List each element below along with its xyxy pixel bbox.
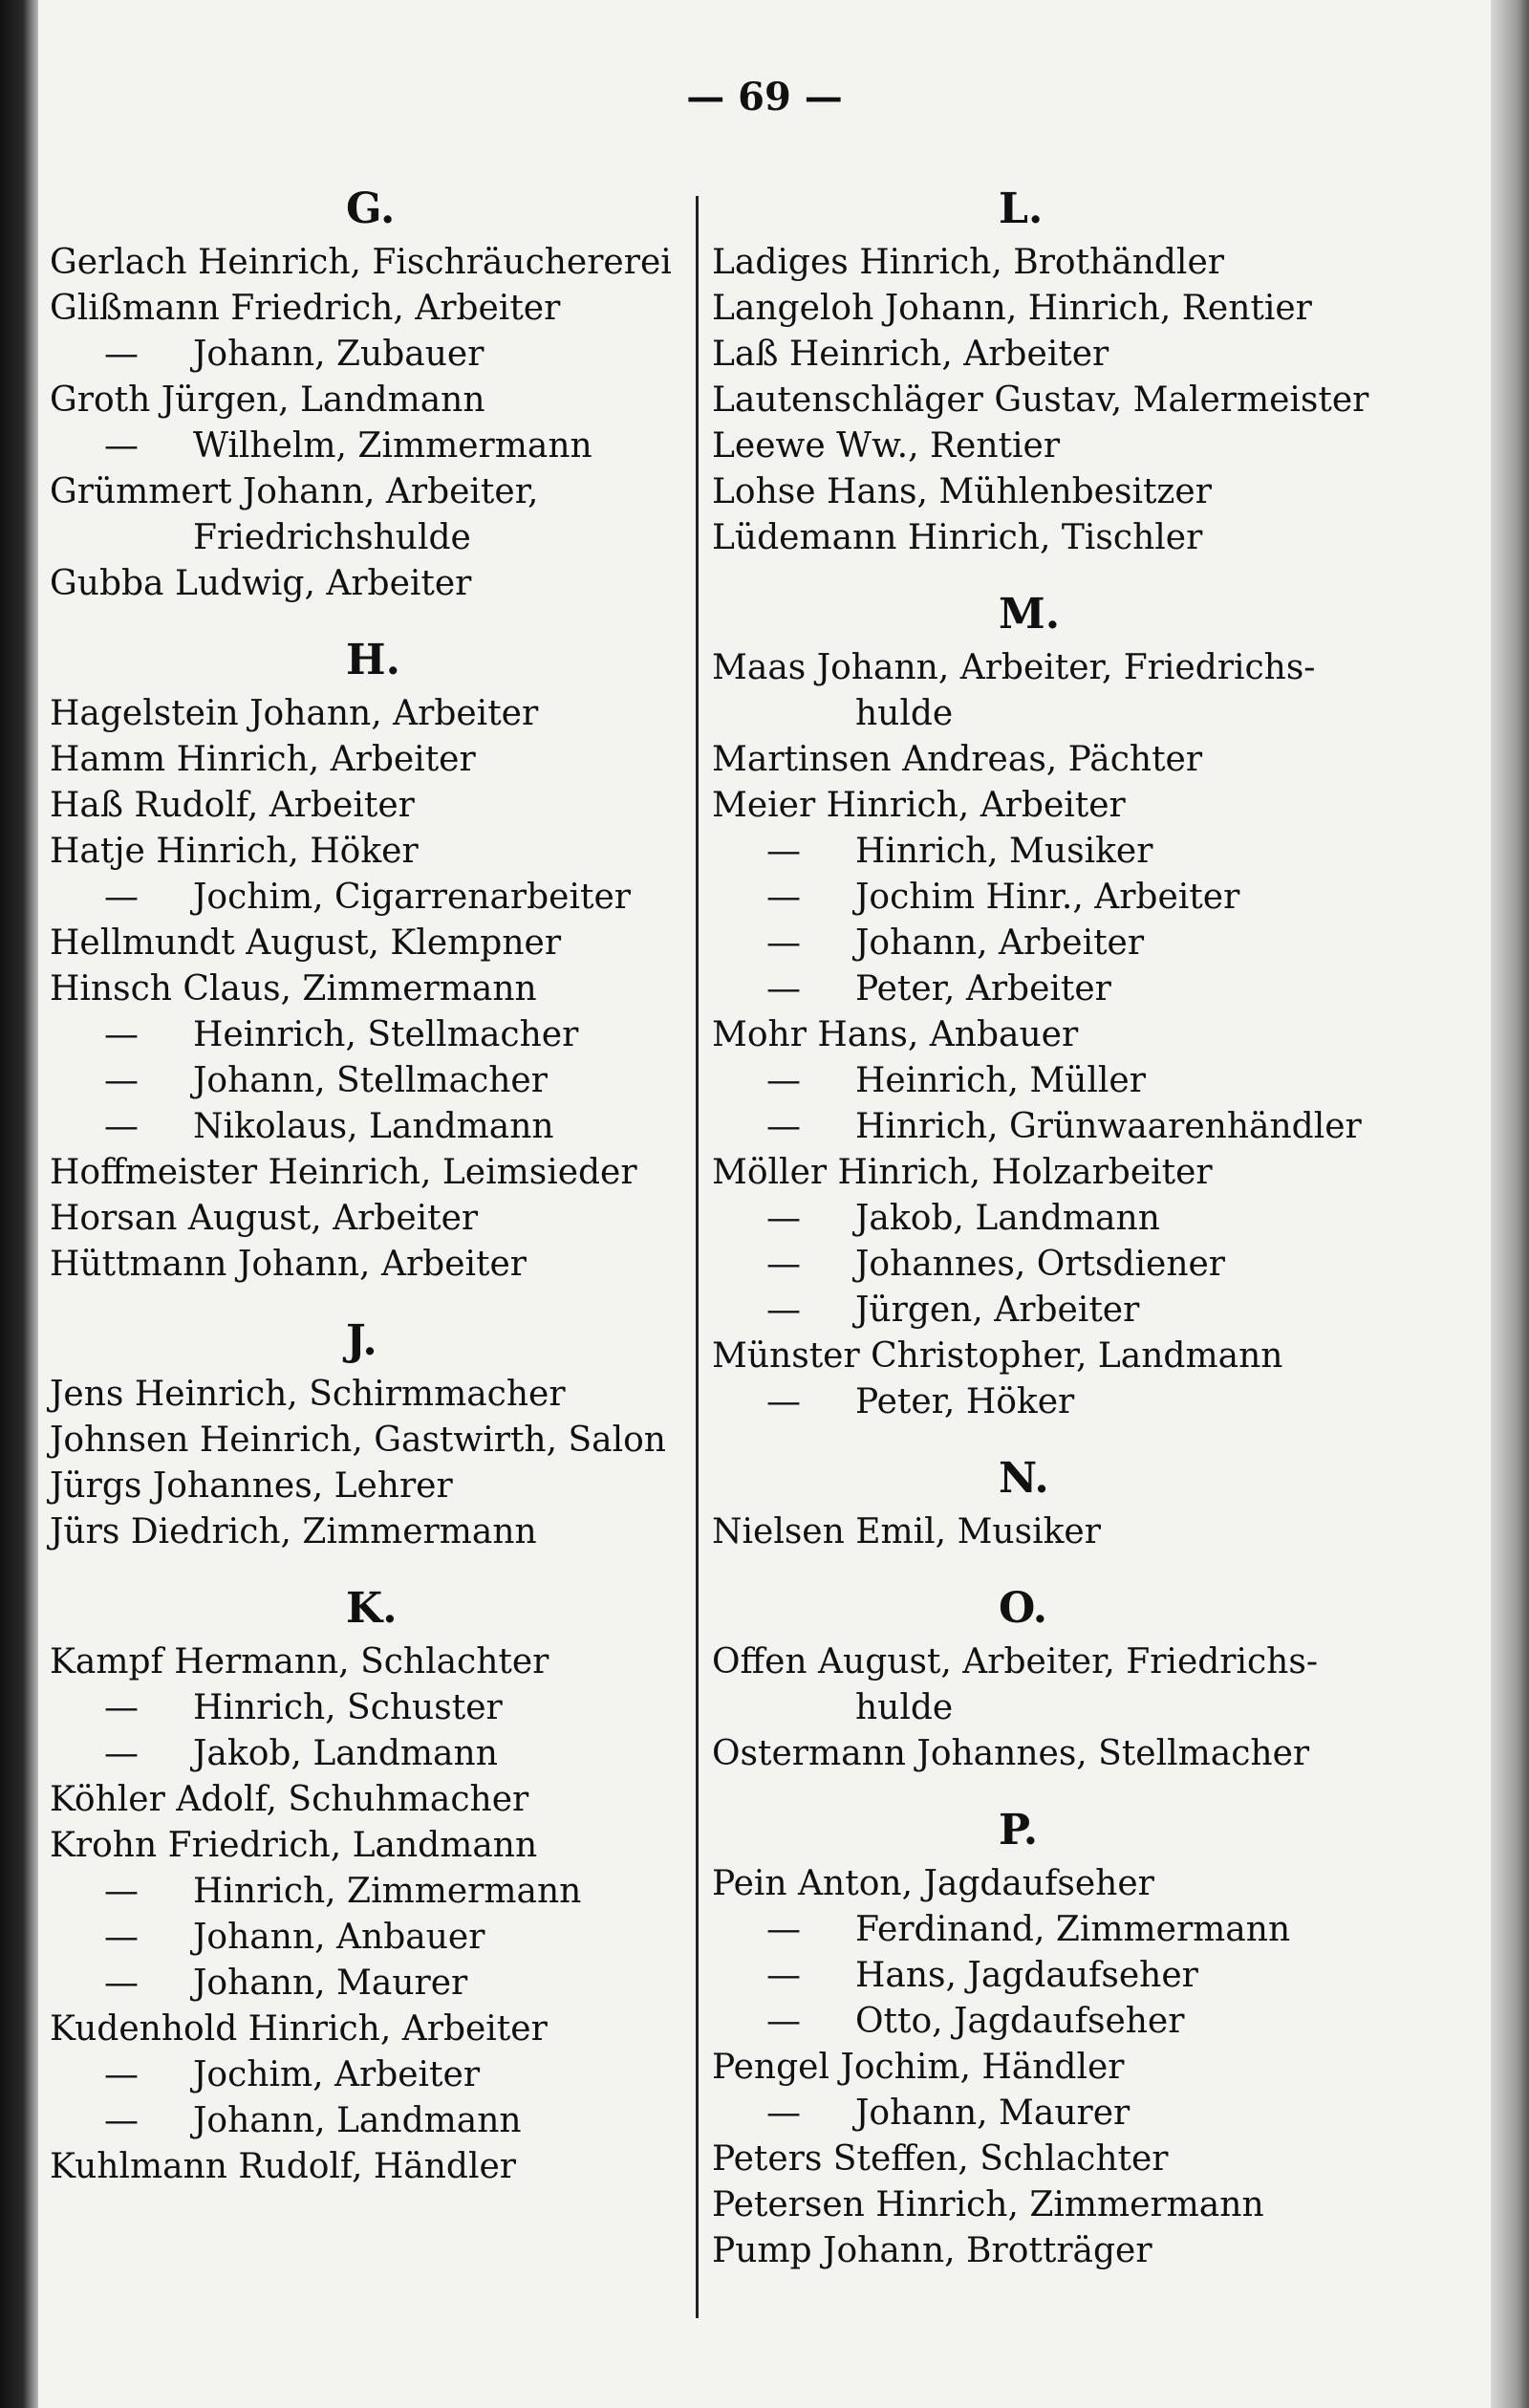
right-column xyxy=(712,177,1400,2295)
directory-entry xyxy=(50,1639,690,1685)
ditto-dash: — xyxy=(104,426,139,466)
ditto-dash: — xyxy=(766,832,801,871)
directory-entry xyxy=(50,1685,690,1731)
directory-entry xyxy=(712,1012,1400,1058)
directory-entry xyxy=(50,1777,690,1823)
entry-text: Hinsch Claus, Zimmermann xyxy=(50,969,537,1009)
ditto-dash: — xyxy=(766,923,801,963)
directory-entry xyxy=(712,966,1400,1012)
directory-entry xyxy=(712,1907,1400,1953)
entry-text: Offen August, Arbeiter, Friedrichs- xyxy=(712,1642,1319,1681)
directory-entry xyxy=(712,423,1400,469)
entry-text: Jens Heinrich, Schirmmacher xyxy=(50,1375,566,1414)
directory-entry xyxy=(50,240,690,286)
directory-entry xyxy=(50,875,690,921)
directory-entry xyxy=(50,966,690,1012)
entry-text: Johann, Zubauer xyxy=(193,335,485,374)
directory-entry xyxy=(50,286,690,332)
entry-text: Kudenhold Hinrich, Arbeiter xyxy=(50,2009,548,2049)
directory-entry xyxy=(712,1288,1400,1334)
directory-entry xyxy=(50,1058,690,1104)
directory-entry xyxy=(50,1418,690,1464)
directory-entry xyxy=(712,737,1400,783)
section-gap xyxy=(712,1425,1400,1446)
entry-text: Johann, Maurer xyxy=(193,1963,468,2003)
directory-entry xyxy=(712,2137,1400,2182)
directory-entry xyxy=(50,1242,690,1288)
entry-text: Münster Christopher, Landmann xyxy=(712,1336,1283,1376)
ditto-dash: — xyxy=(766,1199,801,1238)
entry-text: Hamm Hinrich, Arbeiter xyxy=(50,740,476,779)
directory-entry xyxy=(712,286,1400,332)
directory-entry xyxy=(712,1196,1400,1242)
directory-entry xyxy=(50,1196,690,1242)
entry-text: Peters Steffen, Schlachter xyxy=(712,2139,1169,2179)
directory-entry xyxy=(712,378,1400,423)
ditto-dash: — xyxy=(104,335,139,374)
entry-text: Hinrich, Grünwaarenhändler xyxy=(855,1107,1362,1146)
entry-text: Pein Anton, Jagdaufseher xyxy=(712,1864,1154,1903)
entry-text: Hinrich, Schuster xyxy=(193,1688,503,1727)
section-gap xyxy=(712,2274,1400,2295)
ditto-dash: — xyxy=(766,1382,801,1421)
ditto-dash: — xyxy=(766,2002,801,2041)
directory-entry xyxy=(712,1999,1400,2045)
directory-entry xyxy=(50,1464,690,1509)
entry-text: Heinrich, Müller xyxy=(855,1061,1146,1100)
section-gap xyxy=(50,2190,690,2211)
entry-text: Jürgs Johannes, Lehrer xyxy=(50,1466,453,1506)
directory-entry xyxy=(712,921,1400,966)
entry-text: Jochim Hinr., Arbeiter xyxy=(855,878,1240,917)
entry-text: Friedrichshulde xyxy=(193,518,471,557)
directory-entry xyxy=(712,2091,1400,2137)
section-letter: M. xyxy=(999,590,1061,639)
entry-text: Groth Jürgen, Landmann xyxy=(50,380,485,420)
directory-entry xyxy=(50,1150,690,1196)
section-gap xyxy=(50,607,690,628)
section-gap xyxy=(712,561,1400,582)
directory-entry xyxy=(50,1104,690,1150)
ditto-dash: — xyxy=(104,1015,139,1054)
ditto-dash: — xyxy=(766,2093,801,2133)
entry-text: Lüdemann Hinrich, Tischler xyxy=(712,518,1203,557)
directory-entry xyxy=(50,1869,690,1915)
directory-entry xyxy=(50,1823,690,1869)
entry-text: Johann, Arbeiter xyxy=(855,923,1145,963)
directory-entry xyxy=(50,829,690,875)
entry-text: Möller Hinrich, Holzarbeiter xyxy=(712,1153,1213,1192)
entry-text: Lohse Hans, Mühlenbesitzer xyxy=(712,472,1212,511)
ditto-dash: — xyxy=(104,2101,139,2140)
entry-text: hulde xyxy=(855,1688,954,1727)
directory-entry xyxy=(50,1915,690,1961)
entry-text: Hellmundt August, Klempner xyxy=(50,923,562,963)
directory-entry xyxy=(712,645,1400,691)
directory-entry xyxy=(50,378,690,423)
directory-entry xyxy=(712,875,1400,921)
entry-text: Johann, Stellmacher xyxy=(193,1061,548,1100)
entry-text: Ladiges Hinrich, Brothändler xyxy=(712,243,1224,282)
section-letter: L. xyxy=(999,184,1044,233)
page-edge-right xyxy=(1491,0,1529,2408)
directory-entry xyxy=(712,1509,1400,1555)
ditto-dash: — xyxy=(104,1061,139,1100)
directory-entry xyxy=(712,1685,1400,1731)
directory-entry xyxy=(50,2144,690,2190)
entry-text: Maas Johann, Arbeiter, Friedrichs- xyxy=(712,648,1316,687)
directory-entry xyxy=(712,1150,1400,1196)
entry-text: Hans, Jagdaufseher xyxy=(855,1956,1198,1995)
directory-entry xyxy=(712,829,1400,875)
entry-text: Petersen Hinrich, Zimmermann xyxy=(712,2185,1264,2224)
entry-text: Johann, Landmann xyxy=(193,2101,522,2140)
left-column xyxy=(50,177,690,2211)
entry-text: hulde xyxy=(855,694,954,733)
directory-entry xyxy=(50,332,690,378)
entry-text: Gerlach Heinrich, Fischräuchererei xyxy=(50,243,672,282)
entry-text: Nikolaus, Landmann xyxy=(193,1107,554,1146)
entry-text: Pump Johann, Brotträger xyxy=(712,2231,1152,2270)
entry-text: Hatje Hinrich, Höker xyxy=(50,832,419,871)
directory-entry xyxy=(712,691,1400,737)
entry-text: Otto, Jagdaufseher xyxy=(855,2002,1185,2041)
entry-text: Köhler Adolf, Schuhmacher xyxy=(50,1780,529,1819)
entry-text: Ostermann Johannes, Stellmacher xyxy=(712,1734,1310,1773)
ditto-dash: — xyxy=(104,1688,139,1727)
entry-text: Krohn Friedrich, Landmann xyxy=(50,1826,538,1865)
directory-entry xyxy=(712,332,1400,378)
directory-entry xyxy=(712,1861,1400,1907)
entry-text: Lautenschläger Gustav, Malermeister xyxy=(712,380,1369,420)
entry-text: Hoffmeister Heinrich, Leimsieder xyxy=(50,1153,637,1192)
entry-text: Peter, Höker xyxy=(855,1382,1075,1421)
directory-entry xyxy=(50,423,690,469)
entry-text: Meier Hinrich, Arbeiter xyxy=(712,786,1126,825)
entry-text: Hüttmann Johann, Arbeiter xyxy=(50,1245,527,1284)
directory-entry xyxy=(712,240,1400,286)
directory-entry xyxy=(50,469,690,515)
section-letter: J. xyxy=(346,1316,377,1365)
directory-entry xyxy=(712,1104,1400,1150)
entry-text: Jochim, Cigarrenarbeiter xyxy=(193,878,631,917)
entry-text: Glißmann Friedrich, Arbeiter xyxy=(50,289,561,328)
ditto-dash: — xyxy=(766,1291,801,1330)
section-gap xyxy=(50,1288,690,1309)
directory-entry xyxy=(712,469,1400,515)
entry-text: Leewe Ww., Rentier xyxy=(712,426,1061,466)
entry-text: Heinrich, Stellmacher xyxy=(193,1015,579,1054)
ditto-dash: — xyxy=(104,1918,139,1957)
directory-entry xyxy=(712,1058,1400,1104)
entry-text: Wilhelm, Zimmermann xyxy=(193,426,592,466)
directory-entry xyxy=(712,2045,1400,2091)
directory-entry xyxy=(50,1731,690,1777)
ditto-dash: — xyxy=(104,1107,139,1146)
entry-text: Grümmert Johann, Arbeiter, xyxy=(50,472,539,511)
entry-text: Jakob, Landmann xyxy=(193,1734,498,1773)
directory-entry xyxy=(50,2098,690,2144)
entry-text: Kampf Hermann, Schlachter xyxy=(50,1642,549,1681)
directory-entry xyxy=(712,2182,1400,2228)
entry-text: Jürgen, Arbeiter xyxy=(855,1291,1140,1330)
section-letter: H. xyxy=(346,636,400,684)
page-edge-left xyxy=(0,0,38,2408)
ditto-dash: — xyxy=(104,1872,139,1911)
ditto-dash: — xyxy=(766,878,801,917)
section-letter: O. xyxy=(999,1584,1048,1633)
directory-entry xyxy=(712,1242,1400,1288)
directory-entry xyxy=(50,1961,690,2007)
section-gap xyxy=(712,1555,1400,1576)
directory-entry xyxy=(712,1731,1400,1777)
ditto-dash: — xyxy=(766,1061,801,1100)
entry-text: Mohr Hans, Anbauer xyxy=(712,1015,1079,1054)
entry-text: Pengel Jochim, Händler xyxy=(712,2048,1125,2087)
ditto-dash: — xyxy=(104,1963,139,2003)
column-divider xyxy=(696,196,699,2318)
section-letter: K. xyxy=(346,1584,398,1633)
directory-entry xyxy=(712,1953,1400,1999)
entry-text: Hagelstein Johann, Arbeiter xyxy=(50,694,539,733)
directory-entry xyxy=(712,783,1400,829)
entry-text: Jürs Diedrich, Zimmermann xyxy=(50,1512,537,1551)
directory-entry xyxy=(50,561,690,607)
page-number: — 69 — xyxy=(686,75,843,119)
entry-text: Peter, Arbeiter xyxy=(855,969,1111,1009)
directory-entry xyxy=(50,2052,690,2098)
ditto-dash: — xyxy=(766,1245,801,1284)
entry-text: Johannes, Ortsdiener xyxy=(855,1245,1226,1284)
entry-text: Johnsen Heinrich, Gastwirth, Salon xyxy=(50,1421,666,1460)
directory-entry xyxy=(712,515,1400,561)
entry-text: Ferdinand, Zimmermann xyxy=(855,1910,1291,1949)
directory-entry xyxy=(50,691,690,737)
entry-text: Jakob, Landmann xyxy=(855,1199,1160,1238)
entry-text: Jochim, Arbeiter xyxy=(193,2055,481,2094)
section-letter: N. xyxy=(999,1454,1049,1503)
entry-text: Langeloh Johann, Hinrich, Rentier xyxy=(712,289,1312,328)
entry-text: Laß Heinrich, Arbeiter xyxy=(712,335,1109,374)
directory-entry xyxy=(50,515,690,561)
ditto-dash: — xyxy=(104,1734,139,1773)
ditto-dash: — xyxy=(766,1107,801,1146)
entry-text: Kuhlmann Rudolf, Händler xyxy=(50,2147,516,2186)
section-letter: G. xyxy=(346,184,396,233)
ditto-dash: — xyxy=(104,2055,139,2094)
entry-text: Haß Rudolf, Arbeiter xyxy=(50,786,415,825)
section-letter: P. xyxy=(999,1806,1039,1855)
ditto-dash: — xyxy=(766,969,801,1009)
ditto-dash: — xyxy=(766,1956,801,1995)
directory-entry xyxy=(50,783,690,829)
entry-text: Hinrich, Musiker xyxy=(855,832,1153,871)
entry-text: Gubba Ludwig, Arbeiter xyxy=(50,564,472,603)
section-gap xyxy=(712,1777,1400,1798)
entry-text: Johann, Maurer xyxy=(855,2093,1131,2133)
entry-text: Horsan August, Arbeiter xyxy=(50,1199,479,1238)
ditto-dash: — xyxy=(104,878,139,917)
directory-entry xyxy=(50,921,690,966)
directory-entry xyxy=(50,1372,690,1418)
directory-entry xyxy=(50,1509,690,1555)
ditto-dash: — xyxy=(766,1910,801,1949)
directory-entry xyxy=(712,1379,1400,1425)
directory-entry xyxy=(712,1334,1400,1379)
entry-text: Martinsen Andreas, Pächter xyxy=(712,740,1203,779)
section-gap xyxy=(50,1555,690,1576)
entry-text: Johann, Anbauer xyxy=(193,1918,485,1957)
directory-entry xyxy=(50,2007,690,2052)
directory-entry xyxy=(712,1639,1400,1685)
directory-entry xyxy=(50,1012,690,1058)
directory-entry xyxy=(712,2228,1400,2274)
entry-text: Nielsen Emil, Musiker xyxy=(712,1512,1101,1551)
entry-text: Hinrich, Zimmermann xyxy=(193,1872,582,1911)
directory-entry xyxy=(50,737,690,783)
